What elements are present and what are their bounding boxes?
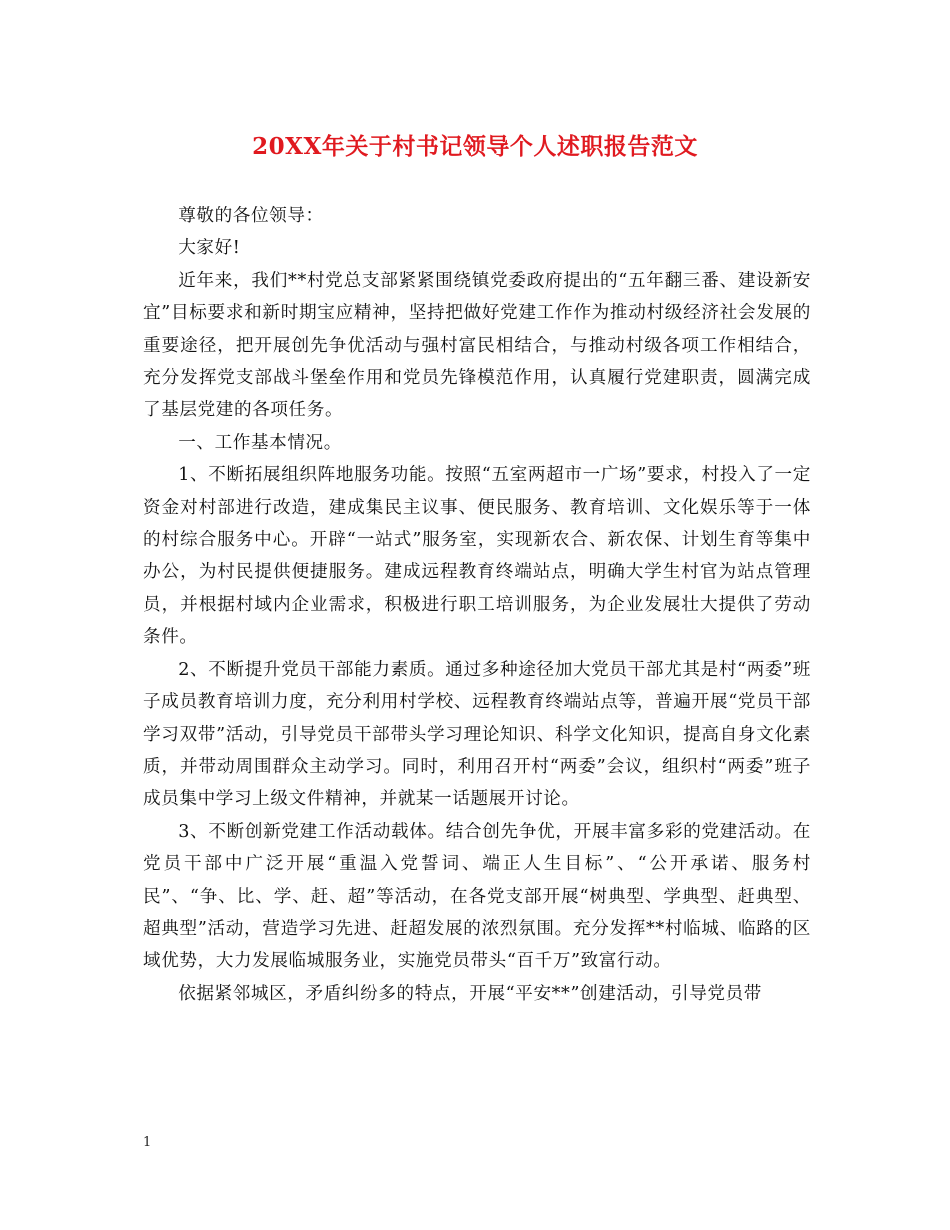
page-number: 1 [143, 1135, 152, 1150]
salutation: 尊敬的各位领导： [178, 206, 324, 226]
intro-paragraph: 近年来，我们**村党总支部紧紧围绕镇党委政府提出的“五年翻三番、建设新安宜”目标要求和新时期宝应精神，坚持把做好党建工作作为推动村级经济社会发展的重要途径，把开展创先争优活动与强村富民相结合，与推动村级各项工作相结合，充分发挥党支部战斗堡垒作用和党员先锋模范作用，认真履行党建职责，圆满完成了基层党建的各项任务。 [143, 270, 811, 421]
section-heading: 一、工作基本情况。 [178, 432, 342, 453]
paragraph-item-2: 2、不断提升党员干部能力素质。通过多种途径加大党员干部尤其是村“两委”班子成员教育培训力度，充分利用村学校、远程教育终端站点等，普遍开展“党员干部学习双带”活动，引导党员干部带头学习理论知识、科学文化知识，提高自身文化素质，并带动周围群众主动学习。同时，利用召开村“两委”会议，组织村“两委”班子成员集中学习上级文件精神，并就某一话题展开讨论。 [143, 659, 811, 810]
document-body [143, 200, 811, 1010]
greeting: 大家好! [178, 238, 241, 259]
paragraph-continuation: 依据紧邻城区，矛盾纠纷多的特点，开展“平安**”创建活动，引导党员带 [178, 983, 762, 1004]
paragraph-item-3: 3、不断创新党建工作活动载体。结合创先争优，开展丰富多彩的党建活动。在党员干部中广泛开展“重温入党誓词、端正人生目标”、“公开承诺、服务村民”、“争、比、学、赶、超”等活动，在各党支部开展“树典型、学典型、赶典型、超典型”活动，营造学习先进、赶超发展的浓烈氛围。充分发挥**村临城、临路的区域优势，大力发展临城服务业，实施党员带头“百千万”致富行动。 [143, 821, 811, 972]
document-title: 20XX年关于村书记领导个人述职报告范文 [252, 133, 698, 160]
paragraph-item-1: 1、不断拓展组织阵地服务功能。按照“五室两超市一广场”要求，村投入了一定资金对村部进行改造，建成集民主议事、便民服务、教育培训、文化娱乐等于一体的村综合服务中心。开辟“一站式”服务室，实现新农合、新农保、计划生育等集中办公，为村民提供便捷服务。建成远程教育终端站点，明确大学生村官为站点管理员，并根据村域内企业需求，积极进行职工培训服务，为企业发展壮大提供了劳动条件。 [143, 465, 811, 648]
